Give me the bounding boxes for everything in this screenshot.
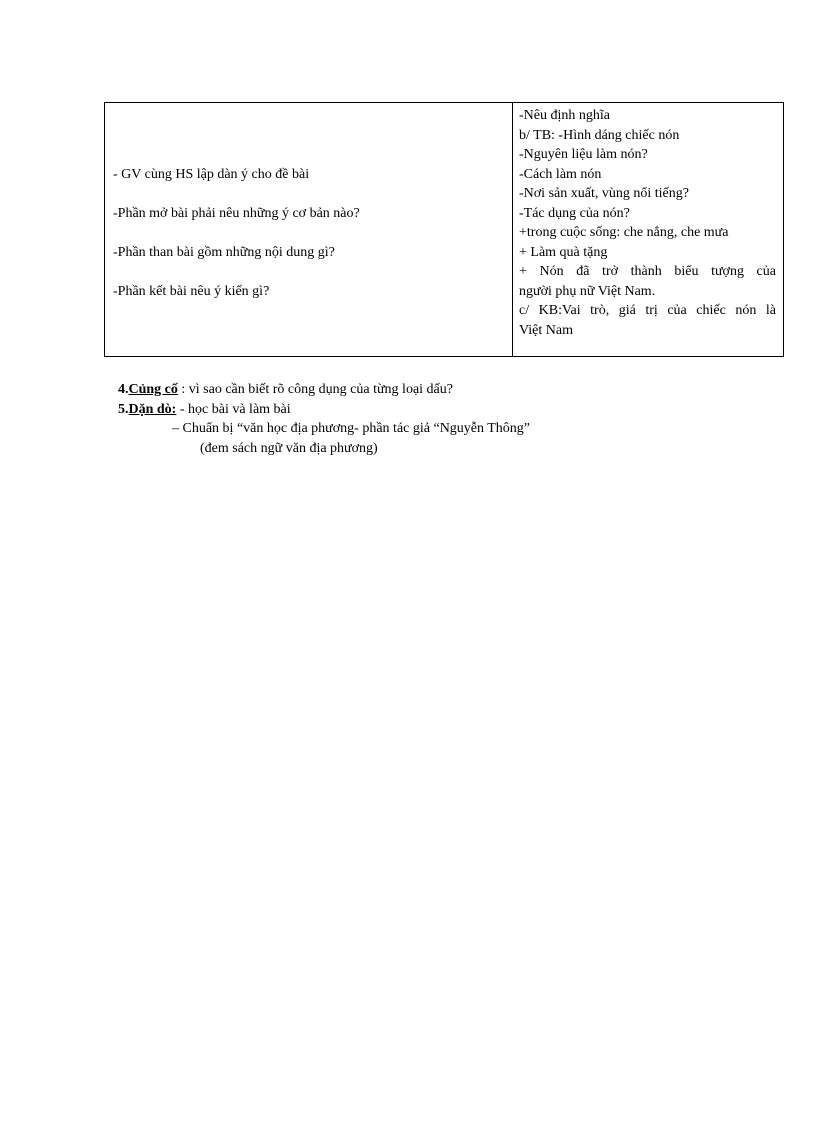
consolidation-text: : vì sao cần biết rõ công dụng của từng loại dấu?	[177, 382, 453, 397]
content-line: + Làm quà tặng	[519, 244, 608, 260]
homework-text: - học bài và làm bài	[176, 401, 291, 417]
consolidation-line	[118, 380, 718, 400]
conclusion-question: -Phần kết bài nêu ý kiến gì?	[113, 284, 270, 299]
content-line: -Cách làm nón	[519, 166, 602, 182]
homework-bring-book: (đem sách ngữ văn địa phương)	[200, 440, 378, 456]
content-line: +trong cuộc sống: che nắng, che mưa	[519, 225, 729, 240]
content-column	[513, 103, 783, 356]
outline-instruction: - GV cùng HS lập dàn ý cho đề bài	[113, 167, 310, 182]
consolidation-label: Củng cố	[128, 382, 178, 397]
content-line: b/ TB: -Hình dáng chiếc nón	[519, 127, 680, 143]
body-question: -Phần than bài gồm những nội dung gì?	[113, 245, 335, 260]
homework-line	[118, 400, 718, 420]
content-line: -Nêu định nghĩa	[519, 108, 610, 123]
content-line: c/ KB:Vai trò, giá trị của chiếc nón là	[519, 303, 776, 318]
content-line: -Tác dụng của nón?	[519, 205, 630, 221]
content-line: + Nón đã trở thành biểu tượng của	[519, 264, 776, 279]
content-line: -Nguyên liệu làm nón?	[519, 147, 648, 162]
consolidation-number: 4.	[118, 382, 129, 397]
homework-label: Dặn dò:	[128, 401, 177, 417]
content-line: người phụ nữ Việt Nam.	[519, 283, 656, 299]
content-line: -Nơi sản xuất, vùng nổi tiếng?	[519, 186, 689, 201]
teacher-activity-column	[105, 103, 513, 356]
lesson-closing	[118, 380, 718, 458]
content-line: Việt Nam	[519, 322, 573, 338]
homework-prepare: – Chuẩn bị “văn học địa phương- phần tác giả “Nguyễn Thông”	[172, 421, 531, 436]
intro-question: -Phần mở bài phải nêu những ý cơ bản nào?	[113, 206, 360, 221]
lesson-table	[104, 102, 784, 357]
homework-number: 5.	[118, 401, 129, 417]
